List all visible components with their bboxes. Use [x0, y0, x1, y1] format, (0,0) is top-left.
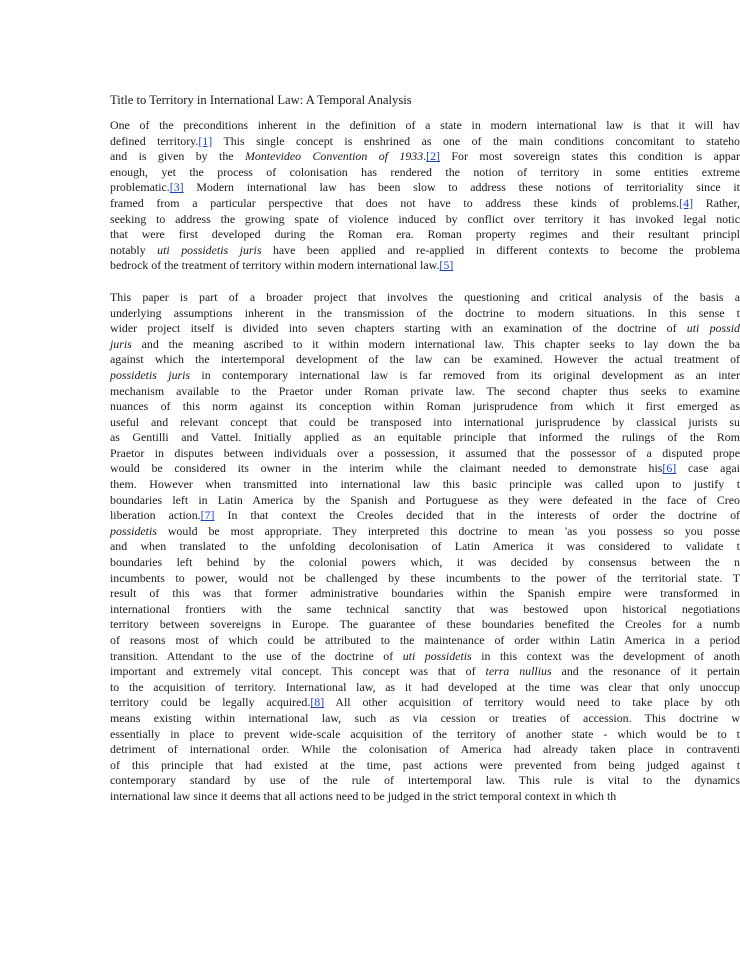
text-line [110, 430, 740, 446]
text-run: to the acquisition of territory. International law, as it had developed at the time was clear that only unoccup [110, 679, 740, 694]
text-line [110, 352, 740, 368]
text-line [110, 571, 740, 587]
document-body [110, 92, 740, 821]
text-line [110, 477, 740, 493]
text-line [110, 446, 740, 462]
text-run: One of the preconditions inherent in the definition of a state in modern international law is that it will hav [110, 118, 740, 132]
text-run: means existing within international law, such as via cession or treaties of accession. This doctrine w [110, 710, 740, 725]
text-run: underlying assumptions inherent in the transmission of the doctrine to modern situations. In this sense t [110, 305, 740, 320]
text-run: Modern international law has been slow to address these notions of territoriality since it [183, 180, 740, 195]
text-run: of this principle that had existed at the time, past actions were prevented from being judged against t [110, 757, 740, 772]
text-run: would be most appropriate. They interpreted this doctrine to mean 'as you possess so you posse [156, 523, 740, 538]
text-line [110, 243, 740, 259]
text-line [110, 149, 740, 165]
text-run: All other acquisition of territory would need to take place by oth [324, 695, 740, 710]
paragraph [110, 118, 740, 274]
text-line [110, 617, 740, 633]
document-title: Title to Territory in International Law: A Temporal Analysis [110, 93, 412, 107]
text-run: in this context was the development of anoth [471, 648, 740, 663]
text-run: territory could be legally acquired. [110, 695, 311, 710]
text-run: and the meaning ascribed to it within modern international law. This chapter seeks to lay down the ba [131, 336, 740, 351]
text-run: international law since it deems that all actions need to be judged in the strict temporal context in which th [110, 788, 617, 803]
text-run: Praetor in disputes between individuals over a possession, it assumed that the possessor of a disputed prope [110, 445, 740, 460]
text-run: problematic. [110, 180, 170, 195]
text-run: territory between sovereigns in Europe. The guarantee of these boundaries benefited the Creoles for a numb [110, 617, 740, 632]
text-line [110, 165, 740, 181]
text-line [110, 633, 740, 649]
text-line [110, 508, 740, 524]
text-line [110, 212, 740, 228]
text-line [110, 384, 740, 400]
text-run: that were first developed during the Roman era. Roman property regimes and their resultant principl [110, 227, 740, 242]
footnote-link[interactable]: [3] [169, 180, 184, 195]
italic-text: uti possid [686, 321, 740, 336]
text-run: important and extremely vital concept. This concept was that of [110, 664, 486, 679]
text-run: contemporary standard by use of the rule of intertemporal law. This rule is vital to the dynamics [110, 773, 740, 788]
italic-text: uti possidetis juris [157, 242, 262, 257]
text-line [110, 649, 740, 665]
footnote-link[interactable]: [6] [662, 461, 677, 476]
text-line [110, 758, 740, 774]
footnote-link[interactable]: [2] [426, 149, 441, 164]
text-run: wider project itself is divided into seven chapters starting with an examination of the doctrine of [110, 321, 687, 336]
text-run: Rather, [693, 195, 740, 210]
text-run: liberation action. [110, 508, 201, 523]
text-line [110, 290, 740, 306]
text-run: nuances of this norm against its conception within Roman jurisprudence from which it first emerged as [110, 399, 740, 414]
text-run: would be considered its owner in the interim while the claimant needed to demonstrate his [110, 461, 663, 476]
text-run: boundaries left behind by the colonial powers which, it was decided by consensus between the n [110, 555, 740, 570]
text-run: and is given by the [110, 149, 245, 164]
text-line [110, 196, 740, 212]
text-line [110, 695, 740, 711]
text-line [110, 337, 740, 353]
text-run: enough, yet the process of colonisation has rendered the notion of territory in some entities extreme [110, 164, 740, 179]
text-run: detriment of international order. While the colonisation of America had already taken place in contraventi [110, 742, 740, 757]
text-line [110, 399, 740, 415]
text-line [110, 368, 740, 384]
text-line [110, 539, 740, 555]
text-line [110, 180, 740, 196]
italic-text: possidetis juris [110, 367, 191, 382]
text-run: international frontiers with the same technical sanctity that was bestowed upon historical negotiations [110, 601, 740, 616]
text-run: mechanism available to the Praetor under Roman private law. The second chapter thus seeks to examine [110, 383, 740, 398]
paragraphs [110, 118, 740, 805]
text-line [110, 321, 740, 337]
footnote-link[interactable]: [5] [439, 258, 454, 273]
text-line [110, 789, 740, 805]
italic-text: terra nullius [485, 664, 552, 679]
text-run: notably [110, 242, 158, 257]
text-run: This paper is part of a broader project that involves the questioning and critical analysis of the basis a [110, 289, 740, 304]
text-run: essentially in place to prevent wide-scale acquisition of the territory of another state - which would be to t [110, 726, 740, 741]
italic-text: Montevideo Convention of 1933 [244, 149, 424, 164]
text-line [110, 711, 740, 727]
text-run: seeking to address the growing spate of violence induced by conflict over territory it has invoked legal notic [110, 211, 740, 226]
text-run: framed from a particular perspective that does not have to address these kinds of problems. [110, 195, 680, 210]
text-run: useful and relevant concept that could be transposed into international jurisprudence by classical jurists su [110, 414, 740, 429]
text-run: in contemporary international law is far removed from its original development as an inter [190, 367, 740, 382]
text-run: against which the intertemporal development of the law can be examined. However the actual treatment of [110, 352, 740, 367]
text-run: bedrock of the treatment of territory within modern international law. [110, 258, 440, 273]
text-run: have been applied and re-applied in different contexts to become the problema [261, 242, 740, 257]
text-line [110, 118, 740, 134]
footnote-link[interactable]: [7] [200, 508, 215, 523]
italic-text: juris [110, 336, 132, 351]
text-run: This single concept is enshrined as one of the main conditions concomitant to stateho [212, 133, 740, 148]
italic-text: possidetis [110, 523, 157, 538]
text-run: transition. Attendant to the use of the doctrine of [110, 648, 403, 663]
text-run: as Gentilli and Vattel. Initially applied as an equitable principle that informed the rulings of the Rom [110, 430, 740, 445]
text-line [110, 306, 740, 322]
text-line [110, 227, 740, 243]
text-run: case agai [676, 461, 740, 476]
text-run: them. However when transmitted into international law this basic principle was called upon to justify t [110, 477, 740, 492]
paragraph [110, 290, 740, 805]
text-run: result of this was that former administrative boundaries within the Spanish empire were transformed in [110, 586, 740, 601]
text-line [110, 680, 740, 696]
text-line [110, 555, 740, 571]
text-run: incumbents to power, would not be challenged by these incumbents to the power of the territorial state. T [110, 570, 740, 585]
text-run: and when translated to the unfolding decolonisation of Latin America it was considered to validate t [110, 539, 740, 554]
text-line [110, 742, 740, 758]
text-run: boundaries left in Latin America by the Spanish and Portuguese as they were defeated in the face of Creo [110, 492, 740, 507]
text-line [110, 134, 740, 150]
text-run: . [423, 149, 427, 164]
footnote-link[interactable]: [1] [198, 133, 213, 148]
italic-text: uti possidetis [402, 648, 472, 663]
text-line [110, 524, 740, 540]
text-run: For most sovereign states this condition is appar [440, 149, 740, 164]
text-line [110, 258, 740, 274]
text-line [110, 493, 740, 509]
text-run: In that context the Creoles decided that in the interests of order the doctrine of [214, 508, 740, 523]
text-line [110, 727, 740, 743]
text-line [110, 586, 740, 602]
text-line [110, 773, 740, 789]
text-line [110, 415, 740, 431]
text-run: and the resonance of it pertain [551, 664, 740, 679]
text-line [110, 461, 740, 477]
text-run: of reasons most of which could be attributed to the maintenance of order within Latin America in a period [110, 633, 740, 647]
footnote-link[interactable]: [4] [679, 195, 694, 210]
text-run: defined territory. [110, 133, 199, 148]
footnote-link[interactable]: [8] [310, 695, 325, 710]
text-line [110, 664, 740, 680]
text-line [110, 602, 740, 618]
